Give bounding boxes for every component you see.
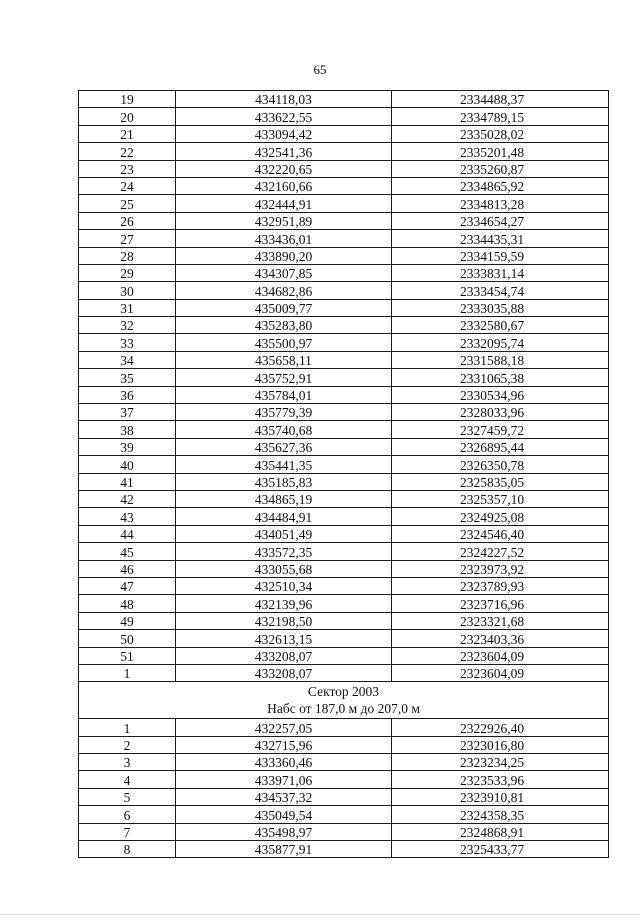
y-coordinate-cell: 2323016,80 (392, 736, 609, 753)
point-number-cell: 24 (79, 177, 176, 194)
table-row (79, 771, 609, 788)
table-row (79, 577, 609, 594)
point-number-cell: 33 (79, 334, 176, 351)
x-coordinate-cell: 435877,91 (176, 841, 392, 858)
x-coordinate-cell: 434484,91 (176, 508, 392, 525)
point-number-cell: 44 (79, 525, 176, 542)
point-number-cell: 40 (79, 456, 176, 473)
x-coordinate-cell: 434682,86 (176, 282, 392, 299)
point-number-cell: 35 (79, 369, 176, 386)
x-coordinate-cell: 435752,91 (176, 369, 392, 386)
point-number-cell: 27 (79, 230, 176, 247)
point-number-cell: 25 (79, 195, 176, 212)
table-row (79, 508, 609, 525)
x-coordinate-cell: 434865,19 (176, 490, 392, 507)
point-number-cell: 1 (79, 664, 176, 681)
y-coordinate-cell: 2334789,15 (392, 108, 609, 125)
sector-header (79, 682, 609, 719)
y-coordinate-cell: 2334865,92 (392, 177, 609, 194)
y-coordinate-cell: 2324868,91 (392, 823, 609, 840)
table-row (79, 143, 609, 160)
point-number-cell: 47 (79, 577, 176, 594)
table-row (79, 788, 609, 805)
point-number-cell: 20 (79, 108, 176, 125)
point-number-cell: 31 (79, 299, 176, 316)
table-row (79, 421, 609, 438)
y-coordinate-cell: 2335260,87 (392, 160, 609, 177)
table-row (79, 177, 609, 194)
x-coordinate-cell: 435283,80 (176, 317, 392, 334)
y-coordinate-cell: 2334435,31 (392, 230, 609, 247)
table-row (79, 647, 609, 664)
coordinates-rows-sector (79, 719, 609, 858)
table-row (79, 823, 609, 840)
y-coordinate-cell: 2323321,68 (392, 612, 609, 629)
y-coordinate-cell: 2323604,09 (392, 647, 609, 664)
sector-header-row (79, 682, 609, 719)
point-number-cell: 22 (79, 143, 176, 160)
table-row (79, 369, 609, 386)
point-number-cell: 48 (79, 595, 176, 612)
x-coordinate-cell: 435784,01 (176, 386, 392, 403)
point-number-cell: 34 (79, 351, 176, 368)
sector-title: Сектор 2003 (307, 684, 380, 700)
sector-header-cell (79, 682, 609, 719)
y-coordinate-cell: 2325433,77 (392, 841, 609, 858)
y-coordinate-cell: 2323789,93 (392, 577, 609, 594)
y-coordinate-cell: 2332095,74 (392, 334, 609, 351)
y-coordinate-cell: 2323973,92 (392, 560, 609, 577)
table-row (79, 125, 609, 142)
x-coordinate-cell: 432257,05 (176, 719, 392, 736)
x-coordinate-cell: 434307,85 (176, 264, 392, 281)
y-coordinate-cell: 2333831,14 (392, 264, 609, 281)
table-row (79, 212, 609, 229)
y-coordinate-cell: 2326895,44 (392, 438, 609, 455)
coordinates-table (78, 90, 609, 858)
table-row (79, 160, 609, 177)
x-coordinate-cell: 435500,97 (176, 334, 392, 351)
point-number-cell: 32 (79, 317, 176, 334)
table-row (79, 543, 609, 560)
table-row (79, 630, 609, 647)
point-number-cell: 1 (79, 719, 176, 736)
point-number-cell: 45 (79, 543, 176, 560)
table-row (79, 612, 609, 629)
point-number-cell: 5 (79, 788, 176, 805)
y-coordinate-cell: 2323403,36 (392, 630, 609, 647)
x-coordinate-cell: 433436,01 (176, 230, 392, 247)
x-coordinate-cell: 434537,32 (176, 788, 392, 805)
x-coordinate-cell: 432613,15 (176, 630, 392, 647)
point-number-cell: 7 (79, 823, 176, 840)
point-number-cell: 29 (79, 264, 176, 281)
x-coordinate-cell: 433971,06 (176, 771, 392, 788)
y-coordinate-cell: 2334488,37 (392, 91, 609, 108)
y-coordinate-cell: 2331065,38 (392, 369, 609, 386)
y-coordinate-cell: 2328033,96 (392, 404, 609, 421)
table-row (79, 841, 609, 858)
y-coordinate-cell: 2325357,10 (392, 490, 609, 507)
x-coordinate-cell: 435658,11 (176, 351, 392, 368)
y-coordinate-cell: 2326350,78 (392, 456, 609, 473)
x-coordinate-cell: 433055,68 (176, 560, 392, 577)
x-coordinate-cell: 435185,83 (176, 473, 392, 490)
x-coordinate-cell: 432220,65 (176, 160, 392, 177)
y-coordinate-cell: 2333454,74 (392, 282, 609, 299)
table-row (79, 404, 609, 421)
y-coordinate-cell: 2324358,35 (392, 806, 609, 823)
table-row (79, 317, 609, 334)
table-row (79, 386, 609, 403)
point-number-cell: 51 (79, 647, 176, 664)
table-row (79, 334, 609, 351)
point-number-cell: 21 (79, 125, 176, 142)
point-number-cell: 30 (79, 282, 176, 299)
y-coordinate-cell: 2324546,40 (392, 525, 609, 542)
table-row (79, 91, 609, 108)
point-number-cell: 50 (79, 630, 176, 647)
y-coordinate-cell: 2334159,59 (392, 247, 609, 264)
coordinates-rows-top (79, 91, 609, 682)
table-row (79, 282, 609, 299)
y-coordinate-cell: 2322926,40 (392, 719, 609, 736)
point-number-cell: 38 (79, 421, 176, 438)
x-coordinate-cell: 433208,07 (176, 664, 392, 681)
x-coordinate-cell: 433208,07 (176, 647, 392, 664)
point-number-cell: 39 (79, 438, 176, 455)
x-coordinate-cell: 435627,36 (176, 438, 392, 455)
y-coordinate-cell: 2330534,96 (392, 386, 609, 403)
table-row (79, 473, 609, 490)
table-row (79, 247, 609, 264)
point-number-cell: 49 (79, 612, 176, 629)
point-number-cell: 8 (79, 841, 176, 858)
point-number-cell: 6 (79, 806, 176, 823)
point-number-cell: 3 (79, 754, 176, 771)
x-coordinate-cell: 435740,68 (176, 421, 392, 438)
table-row (79, 195, 609, 212)
x-coordinate-cell: 435441,35 (176, 456, 392, 473)
y-coordinate-cell: 2327459,72 (392, 421, 609, 438)
y-coordinate-cell: 2323716,96 (392, 595, 609, 612)
y-coordinate-cell: 2323910,81 (392, 788, 609, 805)
page-number: 65 (313, 62, 327, 77)
x-coordinate-cell: 435049,54 (176, 806, 392, 823)
x-coordinate-cell: 432198,50 (176, 612, 392, 629)
y-coordinate-cell: 2323234,25 (392, 754, 609, 771)
y-coordinate-cell: 2333035,88 (392, 299, 609, 316)
x-coordinate-cell: 433572,35 (176, 543, 392, 560)
table-row (79, 736, 609, 753)
x-coordinate-cell: 434051,49 (176, 525, 392, 542)
x-coordinate-cell: 435779,39 (176, 404, 392, 421)
point-number-cell: 26 (79, 212, 176, 229)
x-coordinate-cell: 433094,42 (176, 125, 392, 142)
x-coordinate-cell: 433622,55 (176, 108, 392, 125)
table-row (79, 719, 609, 736)
x-coordinate-cell: 432715,96 (176, 736, 392, 753)
y-coordinate-cell: 2325835,05 (392, 473, 609, 490)
table-row (79, 438, 609, 455)
x-coordinate-cell: 433360,46 (176, 754, 392, 771)
point-number-cell: 46 (79, 560, 176, 577)
point-number-cell: 23 (79, 160, 176, 177)
x-coordinate-cell: 433890,20 (176, 247, 392, 264)
point-number-cell: 19 (79, 91, 176, 108)
point-number-cell: 42 (79, 490, 176, 507)
page-edge-line (0, 914, 640, 915)
point-number-cell: 2 (79, 736, 176, 753)
x-coordinate-cell: 432160,66 (176, 177, 392, 194)
x-coordinate-cell: 435009,77 (176, 299, 392, 316)
table-row (79, 230, 609, 247)
table-row (79, 108, 609, 125)
x-coordinate-cell: 432541,36 (176, 143, 392, 160)
table-row (79, 264, 609, 281)
point-number-cell: 36 (79, 386, 176, 403)
point-number-cell: 4 (79, 771, 176, 788)
y-coordinate-cell: 2323604,09 (392, 664, 609, 681)
x-coordinate-cell: 434118,03 (176, 91, 392, 108)
y-coordinate-cell: 2324227,52 (392, 543, 609, 560)
table-row (79, 560, 609, 577)
sector-depth-range: Набс от 187,0 м до 207,0 м (267, 701, 420, 717)
x-coordinate-cell: 432951,89 (176, 212, 392, 229)
point-number-cell: 28 (79, 247, 176, 264)
y-coordinate-cell: 2323533,96 (392, 771, 609, 788)
x-coordinate-cell: 432510,34 (176, 577, 392, 594)
point-number-cell: 37 (79, 404, 176, 421)
x-coordinate-cell: 435498,97 (176, 823, 392, 840)
table-row (79, 806, 609, 823)
table-row (79, 299, 609, 316)
y-coordinate-cell: 2324925,08 (392, 508, 609, 525)
table-row (79, 351, 609, 368)
table-row (79, 456, 609, 473)
table-row (79, 664, 609, 681)
x-coordinate-cell: 432444,91 (176, 195, 392, 212)
point-number-cell: 43 (79, 508, 176, 525)
point-number-cell: 41 (79, 473, 176, 490)
y-coordinate-cell: 2332580,67 (392, 317, 609, 334)
y-coordinate-cell: 2335028,02 (392, 125, 609, 142)
y-coordinate-cell: 2331588,18 (392, 351, 609, 368)
table-row (79, 595, 609, 612)
table-row (79, 490, 609, 507)
table-row (79, 754, 609, 771)
table-row (79, 525, 609, 542)
y-coordinate-cell: 2335201,48 (392, 143, 609, 160)
y-coordinate-cell: 2334813,28 (392, 195, 609, 212)
x-coordinate-cell: 432139,96 (176, 595, 392, 612)
y-coordinate-cell: 2334654,27 (392, 212, 609, 229)
